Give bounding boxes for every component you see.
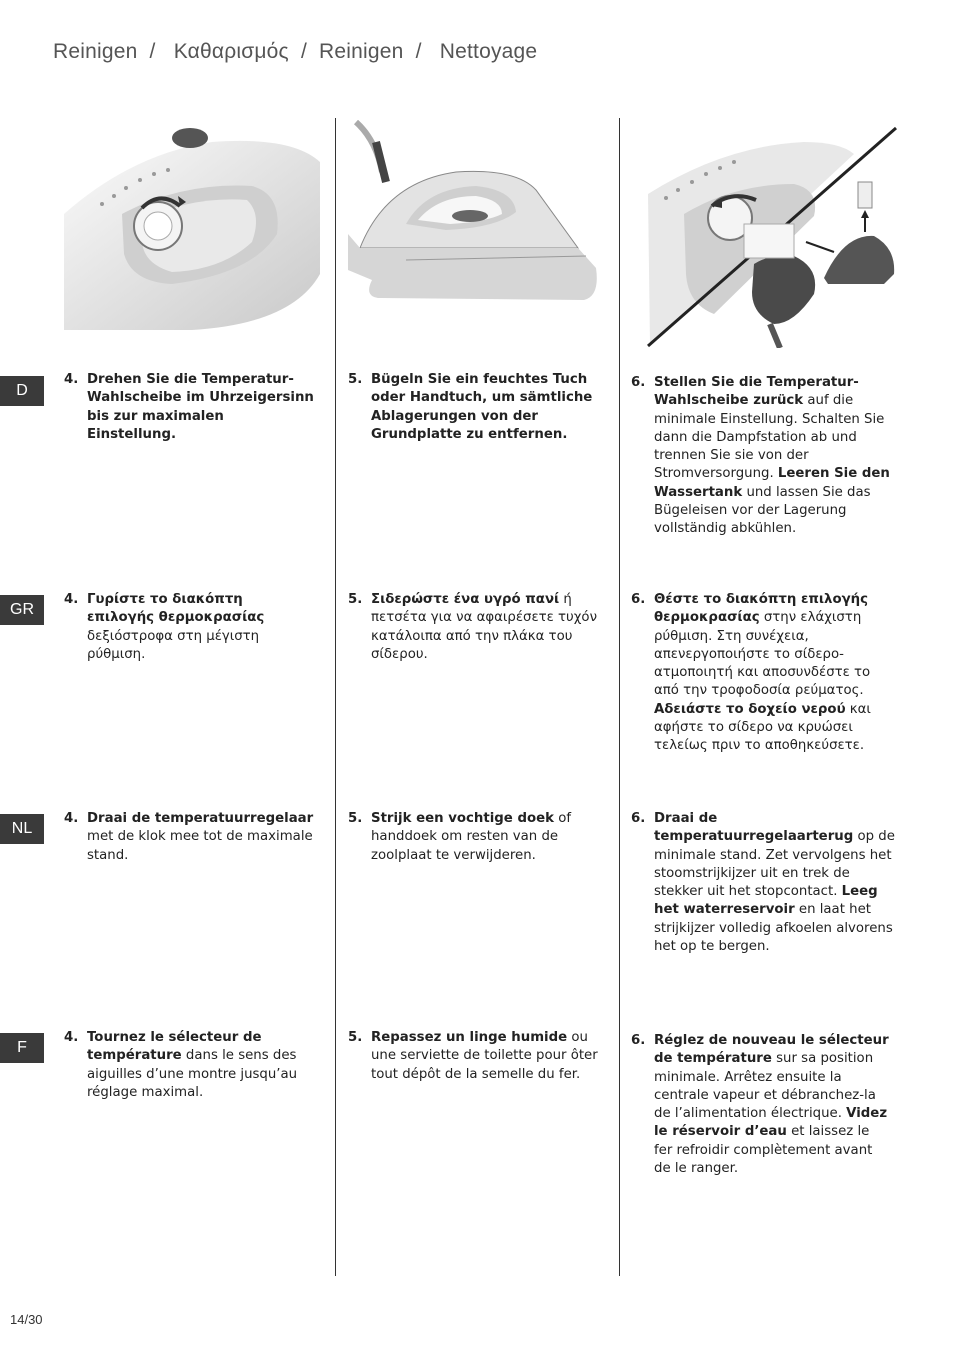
body-text: of handdoek om resten van de zoolplaat te verwijderen. [371,811,572,863]
body-text: auf die minimale Einstellung. Schalten Sie dann die Dampfstation ab und trennen Sie sie von der Stromversorgung. [654,393,885,482]
step-text [87,1029,314,1102]
step-number: 6. [631,592,646,607]
step-number: 5. [348,1030,363,1045]
page-title: Reinigen / Καθαρισμός / Reinigen / Nettoyage [53,40,538,63]
step-text [87,591,314,664]
step-d-6 [631,374,891,539]
body-text: dans le sens des aiguilles d’une montre jusqu’au réglage maximal. [87,1048,298,1100]
step-f-4 [64,1029,314,1102]
language-tab-d: D [0,376,44,406]
step-text [654,374,891,539]
step-text [87,810,318,865]
step-number: 5. [348,372,363,387]
step-number: 4. [64,811,79,826]
step-number: 4. [64,592,79,607]
column-divider-left [335,118,336,1276]
body-text: met de klok mee tot de maximale stand. [87,829,313,863]
step-number: 5. [348,811,363,826]
step-f-5 [348,1029,610,1084]
body-text: ou une serviette de toilette pour ôter tout dépôt de la semelle du fer. [371,1030,598,1082]
iron-dial-max-illustration [62,124,324,332]
step-nl-4 [64,810,318,865]
step-d-4 [64,371,314,444]
step-number: 4. [64,372,79,387]
step-number: 6. [631,811,646,826]
page-number: 14/30 [10,1312,43,1327]
bold-text: Réglez de nouveau le sélecteur de température [654,1033,889,1067]
step-text [371,810,610,865]
bold-text: Draai de temperatuurregelaarterug [654,811,854,845]
step-f-6 [631,1032,891,1178]
body-text: und lassen Sie das Bügeleisen vor der Lagerung vollständig abkühlen. [654,484,871,537]
language-tab-nl: NL [0,814,44,844]
step-gr-4 [64,591,314,664]
bold-text: Videz le réservoir d’eau [654,1106,888,1140]
bold-text: Leeren Sie den Wassertank [654,466,890,500]
bold-text: Bügeln Sie ein feuchtes Tuch oder Handtuch, um sämtliche Ablagerungen von der Grundplatte zu entfernen. [371,372,593,442]
step-d-5 [348,371,610,444]
bold-text: Σιδερώστε ένα υγρό πανί [371,592,560,607]
bold-text: Drehen Sie die Temperatur-Wahlscheibe im Uhrzeigersinn bis zur maximalen Einstellung. [87,372,314,442]
step-number: 5. [348,592,363,607]
body-text: στην ελάχιστη ρύθμιση. Στη συνέχεια, απενεργοποιήστε το σίδερο-ατμοποιητή και αποσυνδέστε το από την τροφοδοσία ρεύματος. [654,610,871,699]
bold-text: Draai de temperatuurregelaar [87,811,314,826]
body-text: δεξιόστροφα στη μέγιστη ρύθμιση. [87,628,260,662]
bold-text: Stellen Sie die Temperatur-Wahlscheibe zurück [654,375,859,409]
step-text [371,371,610,444]
bold-text: Repassez un linge humide [371,1030,568,1045]
body-text: sur sa position minimale. Arrêtez ensuite la centrale vapeur et débranchez-la de l’alimentation électrique. [654,1051,876,1122]
step-number: 6. [631,375,646,390]
body-text: et laissez le fer refroidir complètement avant de le ranger. [654,1124,873,1177]
bold-text: Θέστε το διακόπτη επιλογής θερμοκρασίας [654,592,869,626]
step-gr-6 [631,591,895,756]
step-text [654,1032,891,1178]
body-text: και αφήστε το σίδερο να κρυώσει τελείως πριν το αποθηκεύσετε. [654,701,871,754]
bold-text: Αδειάστε το δοχείο νερού [654,701,846,717]
body-text: en laat het strijkijzer volledig afkoelen alvorens het op te bergen. [654,902,893,955]
bold-text: Γυρίστε το διακόπτη επιλογής θερμοκρασίας [87,592,265,626]
step-text [371,1029,610,1084]
step-text [654,591,895,756]
step-number: 4. [64,1030,79,1045]
language-tab-gr: GR [0,595,44,625]
step-nl-6 [631,810,895,956]
step-gr-5 [348,591,610,664]
body-text: ή πετσέτα για να αφαιρέσετε τυχόν κατάλοιπα από την πλάκα του σίδερου. [371,592,597,662]
bold-text: Strijk een vochtige doek [371,811,554,826]
step-text [371,591,610,664]
column-divider-right [619,118,620,1276]
body-text: op de minimale stand. Zet vervolgens het stoomstrijkijzer uit en trek de stekker uit het stopcontact. [654,829,895,900]
iron-ironing-towel-illustration [346,120,602,304]
step-nl-5 [348,810,610,865]
iron-dial-min-empty-tank-illustration [644,124,898,348]
language-tab-f: F [0,1033,44,1063]
step-text [87,371,314,444]
bold-text: Tournez le sélecteur de température [87,1030,262,1064]
step-text [654,810,895,956]
bold-text: Leeg het waterreservoir [654,884,878,918]
step-number: 6. [631,1033,646,1048]
